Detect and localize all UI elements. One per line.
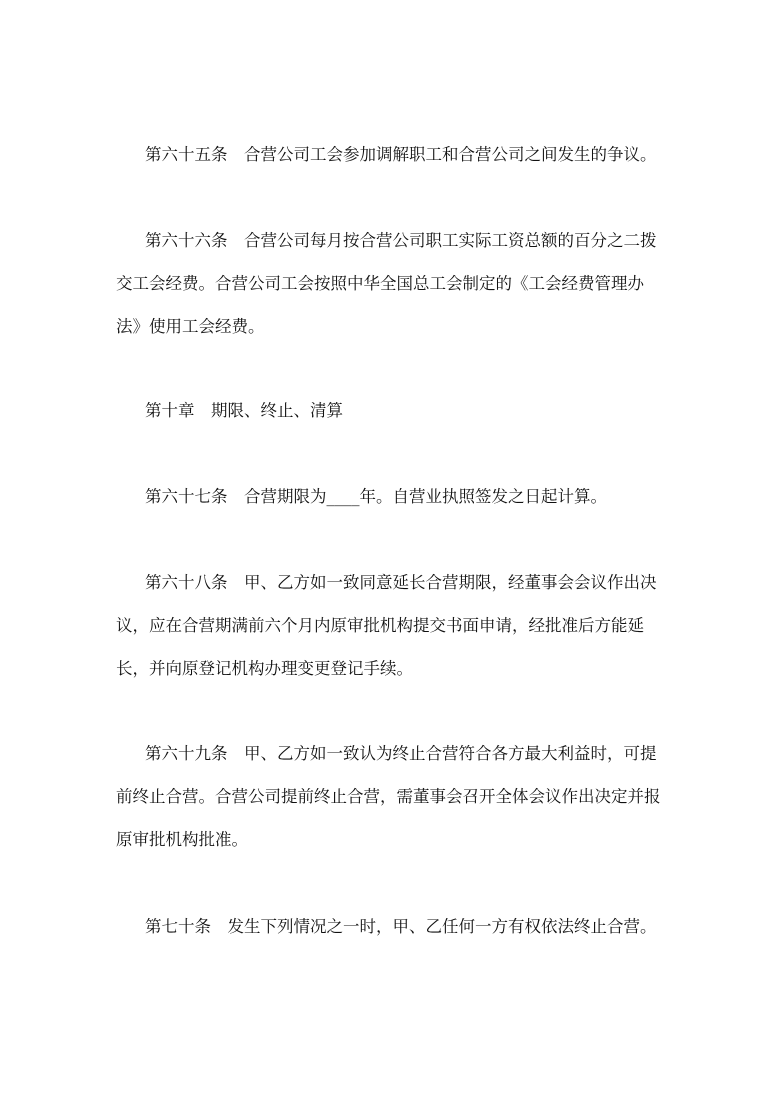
term-blank: ____ [326, 487, 360, 506]
article-65: 第六十五条 合营公司工会参加调解职工和合营公司之间发生的争议。 [145, 145, 657, 164]
article-66: 第六十六条 合营公司每月按合营公司职工实际工资总额的百分之二拨交工会经费。合营公司工会按照中华全国总工会制定的《工会经费管理办法》使用工会经费。 [116, 231, 657, 336]
article-67-text-before: 第六十七条 合营期限为 [145, 487, 327, 506]
article-70: 第七十条 发生下列情况之一时，甲、乙任何一方有权依法终止合营。 [145, 917, 657, 936]
article-67-text-after: 年。自营业执照签发之日起计算。 [359, 487, 607, 506]
article-67 [116, 475, 662, 518]
article-69: 第六十九条 甲、乙方如一致认为终止合营符合各方最大利益时，可提前终止合营。合营公司提前终止合营，需董事会召开全体会议作出决定并报原审批机构批准。 [116, 744, 661, 849]
chapter-10-heading: 第十章 期限、终止、清算 [145, 401, 343, 420]
article-68: 第六十八条 甲、乙方如一致同意延长合营期限，经董事会会议作出决议，应在合营期满前六个月内原审批机构提交书面申请，经批准后方能延长，并向原登记机构办理变更登记手续。 [116, 573, 657, 678]
